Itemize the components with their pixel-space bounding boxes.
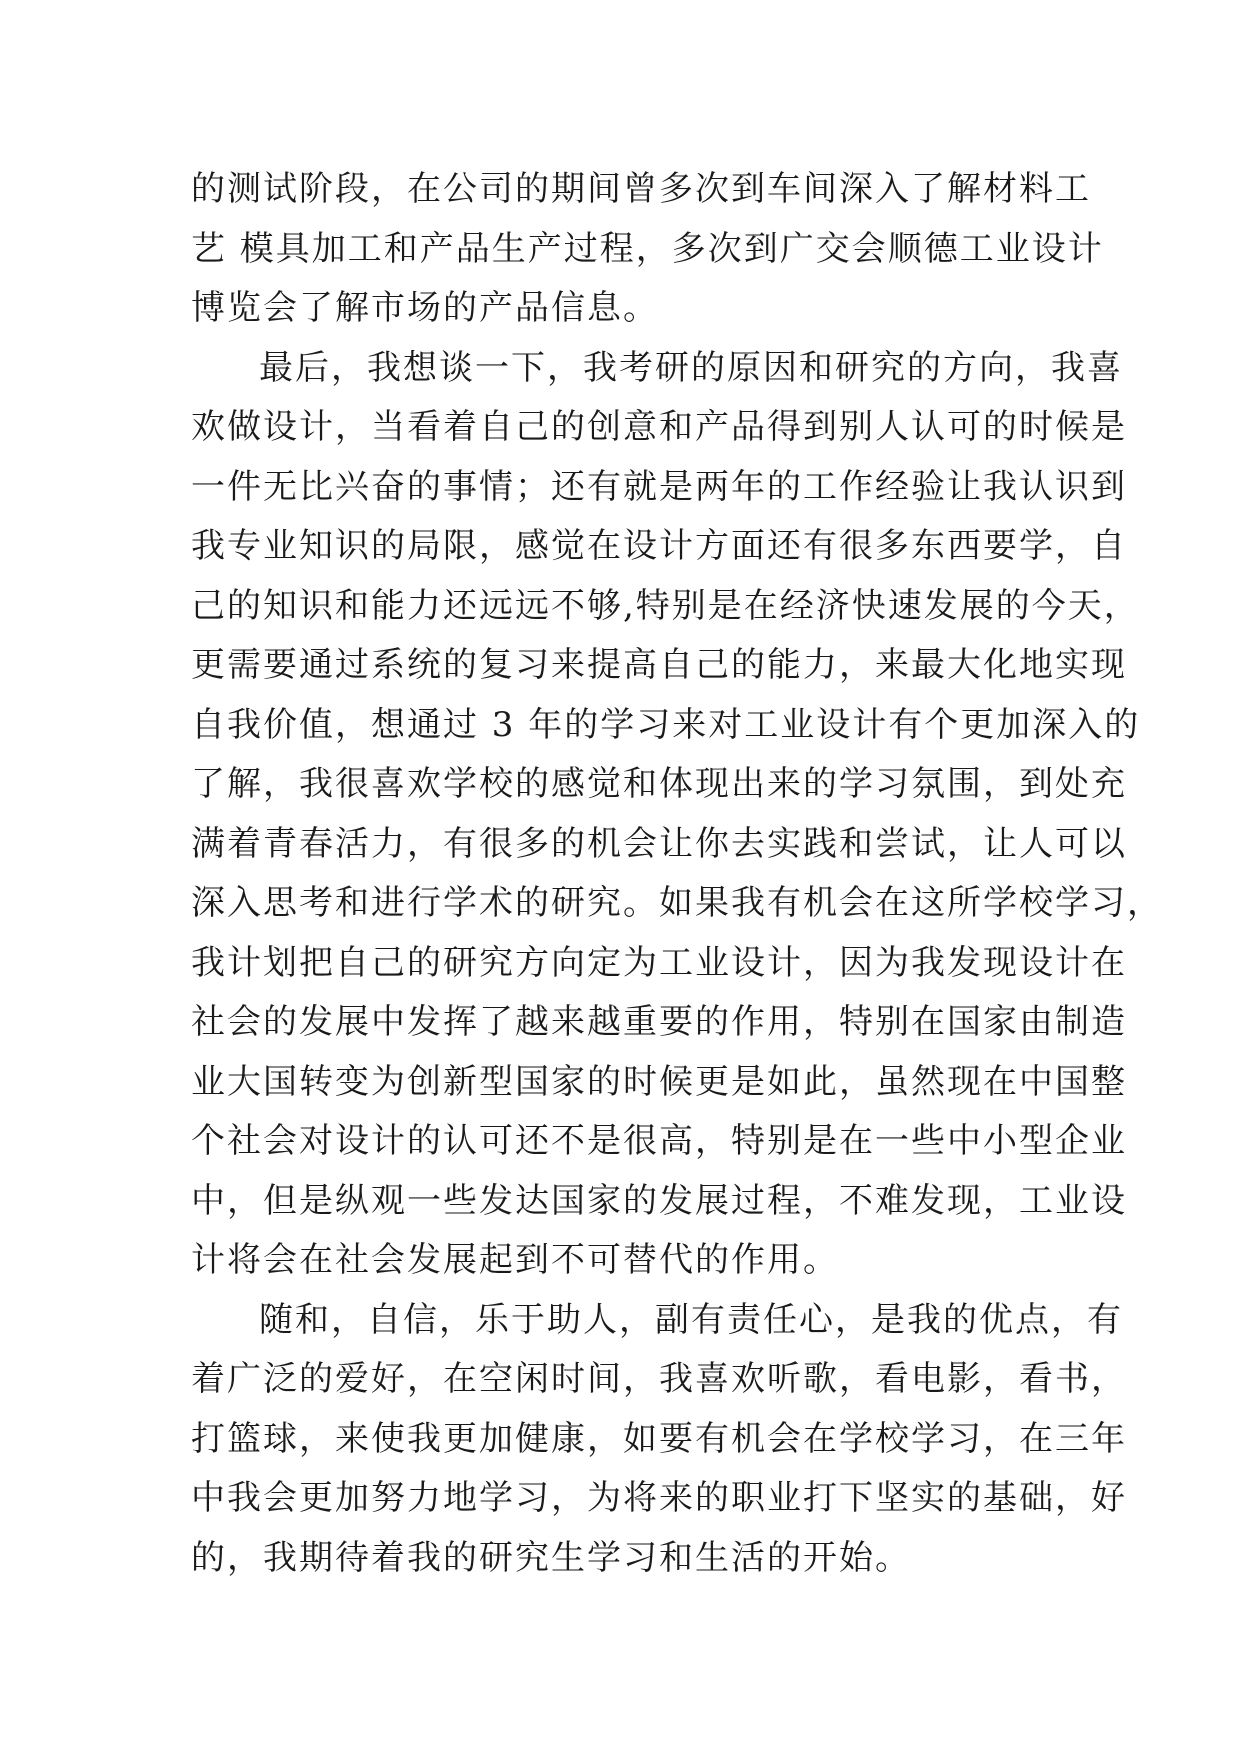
text-line: 深入思考和进行学术的研究。如果我有机会在这所学校学习，	[191, 883, 1163, 923]
text-line: 更需要通过系统的复习来提高自己的能力，来最大化地实现	[191, 645, 1127, 685]
text-line: 个社会对设计的认可还不是很高，特别是在一些中小型企业	[191, 1121, 1127, 1161]
text-line: 社会的发展中发挥了越来越重要的作用，特别在国家由制造	[191, 1002, 1127, 1042]
text-line: 随和，自信，乐于助人，副有责任心，是我的优点，有	[259, 1299, 1123, 1340]
document-body	[191, 160, 1163, 1588]
text-line: 艺 模具加工和产品生产过程，多次到广交会顺德工业设计	[191, 228, 1104, 269]
text-line: 的，我期待着我的研究生学习和生活的开始。	[191, 1537, 911, 1578]
text-line: 的测试阶段，在公司的期间曾多次到车间深入了解材料工	[191, 169, 1091, 209]
text-line: 着广泛的爱好，在空闲时间，我喜欢听歌，看电影，看书，	[191, 1359, 1127, 1399]
text-line: 我计划把自己的研究方向定为工业设计，因为我发现设计在	[191, 942, 1127, 983]
text-line: 了解，我很喜欢学校的感觉和体现出来的学习氛围，到处充	[191, 764, 1127, 804]
text-line: 中我会更加努力地学习，为将来的职业打下坚实的基础，好	[191, 1478, 1127, 1518]
text-line: 一件无比兴奋的事情；还有就是两年的工作经验让我认识到	[191, 466, 1127, 507]
text-line: 自我价值，想通过 3 年的学习来对工业设计有个更加深入的	[191, 704, 1141, 745]
text-line: 满着青春活力，有很多的机会让你去实践和尝试，让人可以	[191, 823, 1127, 864]
text-line: 博览会了解市场的产品信息。	[191, 288, 659, 328]
text-line: 打篮球，来使我更加健康，如要有机会在学校学习，在三年	[191, 1418, 1127, 1459]
text-line: 我专业知识的局限，感觉在设计方面还有很多东西要学，自	[191, 526, 1127, 566]
text-line: 中，但是纵观一些发达国家的发展过程，不难发现，工业设	[191, 1180, 1127, 1221]
text-line: 最后，我想谈一下，我考研的原因和研究的方向，我喜	[259, 347, 1123, 388]
text-line: 欢做设计，当看着自己的创意和产品得到别人认可的时候是	[191, 407, 1127, 447]
text-line: 计将会在社会发展起到不可替代的作用。	[191, 1240, 839, 1280]
text-line: 己的知识和能力还远远不够,特别是在经济快速发展的今天，	[191, 585, 1140, 626]
text-line: 业大国转变为创新型国家的时候更是如此，虽然现在中国整	[191, 1061, 1127, 1102]
